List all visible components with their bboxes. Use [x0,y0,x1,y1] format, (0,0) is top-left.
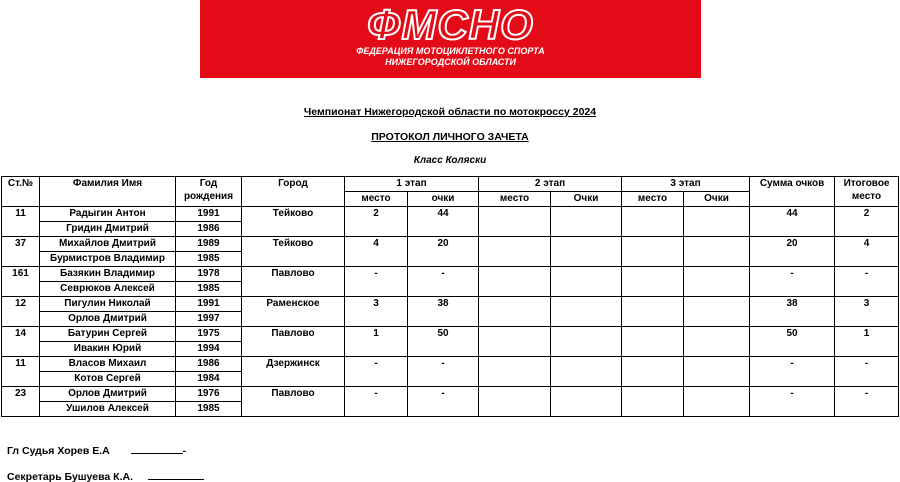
rider-name: Гридин Дмитрий [40,222,176,237]
rider-name: Пигулин Николай [40,297,176,312]
header-stage1-points: очки [408,192,479,207]
crew-row [2,327,899,342]
logo-wordmark: ФМСНО [367,1,534,48]
stage1-points: 50 [408,327,479,357]
header-city: Город [242,177,345,207]
stage2-points [551,237,622,267]
city: Павлово [242,327,345,357]
final-place: - [835,357,899,387]
birth-year: 1986 [176,357,242,372]
city: Павлово [242,267,345,297]
city: Дзержинск [242,357,345,387]
rider-name: Котов Сергей [40,372,176,387]
stage1-points: - [408,267,479,297]
stage1-place: 2 [345,207,408,237]
stage2-points [551,267,622,297]
points-sum: 38 [750,297,835,327]
stage1-points: 44 [408,207,479,237]
stage3-points [684,327,750,357]
stage2-place [479,327,551,357]
stage2-place [479,267,551,297]
rider-name: Севрюков Алексей [40,282,176,297]
final-place: 3 [835,297,899,327]
final-place: - [835,387,899,417]
crew-row [2,387,899,402]
crew-row [2,267,899,282]
header-final-place: Итоговое место [835,177,899,207]
stage2-points [551,387,622,417]
stage3-points [684,357,750,387]
points-sum: 20 [750,237,835,267]
header-name: Фамилия Имя [40,177,176,207]
header-number: Ст.№ [2,177,40,207]
birth-year: 1985 [176,402,242,417]
birth-year: 1985 [176,282,242,297]
city: Тейково [242,237,345,267]
final-place: 1 [835,327,899,357]
stage1-place: - [345,267,408,297]
stage3-place [622,207,684,237]
birth-year: 1991 [176,297,242,312]
rider-name: Ушилов Алексей [40,402,176,417]
birth-year: 1976 [176,387,242,402]
stage2-points [551,327,622,357]
header-stage2: 2 этап [479,177,622,192]
final-place: - [835,267,899,297]
birth-year: 1984 [176,372,242,387]
start-number: 23 [2,387,40,417]
stage3-place [622,237,684,267]
stage2-place [479,297,551,327]
points-sum: 44 [750,207,835,237]
stage3-points [684,387,750,417]
crew-row [2,357,899,372]
rider-name: Радыгин Антон [40,207,176,222]
stage1-points: - [408,387,479,417]
start-number: 11 [2,207,40,237]
points-sum: - [750,357,835,387]
start-number: 11 [2,357,40,387]
rider-name: Власов Михаил [40,357,176,372]
header-birth-year: Год рождения [176,177,242,207]
header-stage2-place: место [479,192,551,207]
birth-year: 1989 [176,237,242,252]
start-number: 14 [2,327,40,357]
stage2-place [479,207,551,237]
judge-signature-line [7,444,186,457]
judge-name: Гл Судья Хорев Е.А [7,445,110,457]
header-stage3-place: место [622,192,684,207]
header-stage1: 1 этап [345,177,479,192]
protocol-title: ПРОТОКОЛ ЛИЧНОГО ЗАЧЕТА [371,131,529,143]
final-place: 4 [835,237,899,267]
header-stage3: 3 этап [622,177,750,192]
points-sum: 50 [750,327,835,357]
header-sum: Сумма очков [750,177,835,207]
stage2-place [479,237,551,267]
rider-name: Бурмистров Владимир [40,252,176,267]
class-name: Класс Коляски [413,155,487,166]
birth-year: 1991 [176,207,242,222]
stage3-place [622,387,684,417]
stage1-place: 4 [345,237,408,267]
judge-signature-end: - [182,445,187,457]
stage1-place: - [345,357,408,387]
championship-title: Чемпионат Нижегородской области по мотокроссу 2024 [303,106,597,118]
stage3-points [684,267,750,297]
header-stage3-points: Очки [684,192,750,207]
secretary-signature-blank [148,470,204,480]
stage2-points [551,357,622,387]
start-number: 161 [2,267,40,297]
results-body [2,207,899,417]
final-place: 2 [835,207,899,237]
birth-year: 1985 [176,252,242,267]
stage1-points: - [408,357,479,387]
secretary-signature-line [7,470,204,482]
logo-subtitle-line1: ФЕДЕРАЦИЯ МОТОЦИКЛЕТНОГО СПОРТА [356,46,545,56]
birth-year: 1975 [176,327,242,342]
stage2-place [479,357,551,387]
stage1-place: - [345,387,408,417]
rider-name: Орлов Дмитрий [40,312,176,327]
stage2-points [551,297,622,327]
birth-year: 1978 [176,267,242,282]
city: Раменское [242,297,345,327]
birth-year: 1986 [176,222,242,237]
logo-subtitle-line2: НИЖЕГОРОДСКОЙ ОБЛАСТИ [385,57,516,67]
rider-name: Орлов Дмитрий [40,387,176,402]
start-number: 37 [2,237,40,267]
stage1-points: 20 [408,237,479,267]
stage2-points [551,207,622,237]
city: Тейково [242,207,345,237]
crew-row [2,297,899,312]
stage3-place [622,297,684,327]
points-sum: - [750,387,835,417]
stage3-points [684,207,750,237]
federation-logo-banner [200,0,701,78]
rider-name: Батурин Сергей [40,327,176,342]
start-number: 12 [2,297,40,327]
stage1-points: 38 [408,297,479,327]
judge-signature-blank [131,444,183,454]
rider-name: Михайлов Дмитрий [40,237,176,252]
points-sum: - [750,267,835,297]
secretary-name: Секретарь Бушуева К.А. [7,471,133,482]
crew-row [2,207,899,222]
crew-row [2,237,899,252]
stage3-place [622,327,684,357]
header-stage1-place: место [345,192,408,207]
rider-name: Ивакин Юрий [40,342,176,357]
city: Павлово [242,387,345,417]
rider-name: Базякин Владимир [40,267,176,282]
stage1-place: 1 [345,327,408,357]
stage1-place: 3 [345,297,408,327]
stage3-points [684,297,750,327]
results-table [1,176,899,417]
stage3-points [684,237,750,267]
birth-year: 1997 [176,312,242,327]
stage2-place [479,387,551,417]
header-stage2-points: Очки [551,192,622,207]
birth-year: 1994 [176,342,242,357]
stage3-place [622,357,684,387]
stage3-place [622,267,684,297]
